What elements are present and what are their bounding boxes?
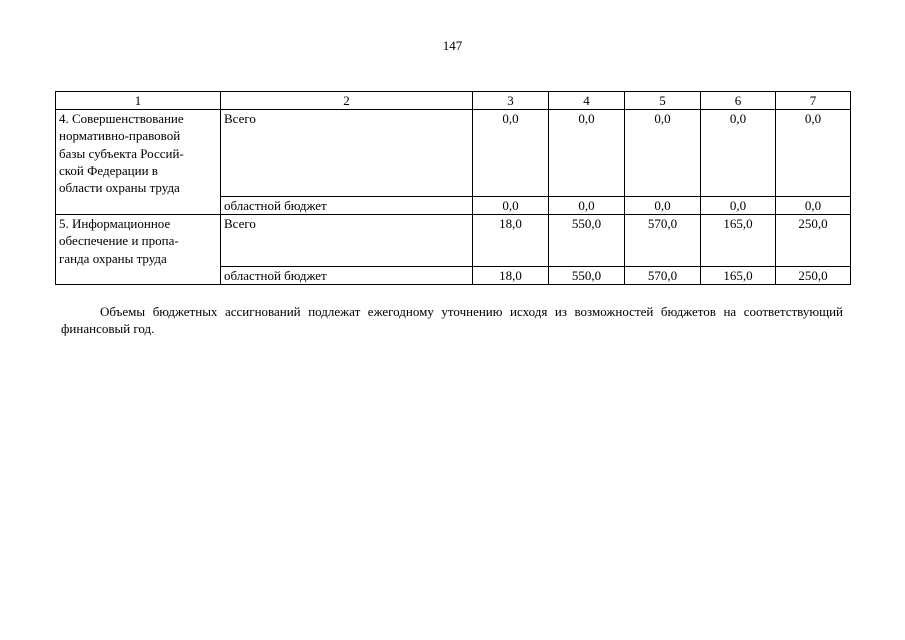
value-cell: 0,0 [701,110,776,197]
task-cell [56,110,221,215]
value-cell: 18,0 [473,267,549,285]
value-cell: 0,0 [473,110,549,197]
value-cell: 0,0 [549,110,625,197]
funding-source: областной бюджет [221,197,473,215]
value-cell: 0,0 [549,197,625,215]
funding-source: Всего [221,215,473,267]
task-line: нормативно-правовой [59,128,181,144]
task-line: ской Федерации в [59,162,158,178]
value-cell: 18,0 [473,215,549,267]
value-cell: 0,0 [776,197,851,215]
value-cell: 165,0 [701,267,776,285]
funding-source: областной бюджет [221,267,473,285]
value-cell: 550,0 [549,215,625,267]
column-header: 2 [221,92,473,110]
value-cell: 165,0 [701,215,776,267]
value-cell: 570,0 [625,215,701,267]
table-row [56,110,851,197]
page-number: 147 [442,38,463,53]
task-line: ганда охраны труда [59,250,167,266]
value-cell: 0,0 [701,197,776,215]
value-cell: 0,0 [625,110,701,197]
column-header: 1 [56,92,221,110]
table-row [56,215,851,267]
value-cell: 0,0 [776,110,851,197]
task-line: 5. Информационное [59,216,171,231]
value-cell: 250,0 [776,267,851,285]
value-cell: 250,0 [776,215,851,267]
value-cell: 550,0 [549,267,625,285]
task-line: обеспечение и пропа- [59,233,179,249]
header-row [56,92,851,110]
task-line: области охраны труда [59,180,180,196]
task-cell [56,215,221,285]
column-header: 3 [473,92,549,110]
budget-table [55,91,851,285]
budget-note: Объемы бюджетных ассигнований подлежат ежегодному уточнению исходя из возможностей бюджетов на соответствующий финансовый год. [61,304,843,336]
value-cell: 570,0 [625,267,701,285]
column-header: 6 [701,92,776,110]
column-header: 5 [625,92,701,110]
task-line: 4. Совершенствование [59,111,184,126]
column-header: 7 [776,92,851,110]
value-cell: 0,0 [625,197,701,215]
funding-source: Всего [221,110,473,197]
value-cell: 0,0 [473,197,549,215]
column-header: 4 [549,92,625,110]
task-line: базы субъекта Россий- [59,145,184,161]
